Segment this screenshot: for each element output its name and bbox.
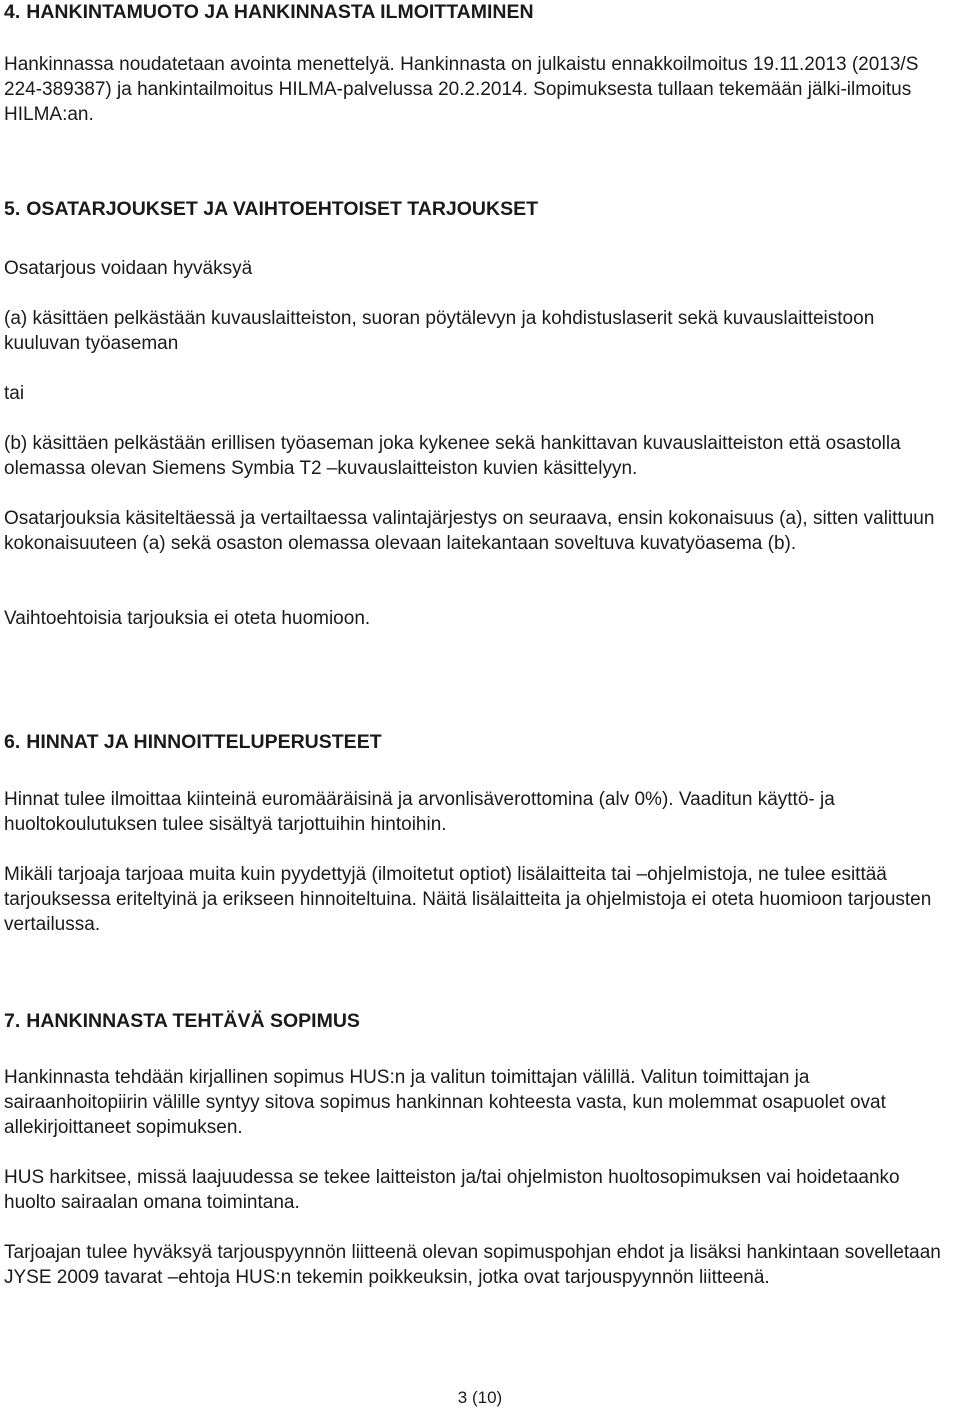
section-title: HANKINNASTA TEHTÄVÄ SOPIMUS xyxy=(26,1010,360,1032)
section-title: OSATARJOUKSET JA VAIHTOEHTOISET TARJOUKSET xyxy=(26,198,539,220)
section-title: HINNAT JA HINNOITTELUPERUSTEET xyxy=(26,731,382,753)
section-number: 4. xyxy=(4,1,21,23)
section-7-paragraph-3: Tarjoajan tulee hyväksyä tarjouspyynnön liitteenä olevan sopimuspohjan ehdot ja lisäksi hankintaan sovelletaan JYSE 2009 tavarat –ehtoja HUS:n tekemin poikkeuksin, jotka ovat tarjouspyynnön liitteenä. xyxy=(4,1242,941,1288)
section-5-paragraph-5: Osatarjouksia käsiteltäessä ja vertailtaessa valintajärjestys on seuraava, ensin kokonaisuus (a), sitten valittuun kokonaisuuteen (a) sekä osaston olemassa olevaan laitekantaan soveltuva kuvatyöasema (b). xyxy=(4,508,935,554)
section-6-heading xyxy=(4,730,949,755)
section-6-paragraph-2: Mikäli tarjoaja tarjoaa muita kuin pyydettyjä (ilmoitetut optiot) lisälaitteita tai –ohjelmistoja, ne tulee esittää tarjouksessa eriteltyinä ja erikseen hinnoiteltuina. Näitä lisälaitteita ja ohjelmistoja ei oteta huomioon tarjousten vertailussa. xyxy=(4,864,932,935)
section-4-paragraph-1: Hankinnassa noudatetaan avointa menettelyä. Hankinnasta on julkaistu ennakkoilmoitus 19.11.2013 (2013/S 224-389387) ja hankintailmoitus HILMA-palvelussa 20.2.2014. Sopimuksesta tullaan tekemään jälki-ilmoitus HILMA:an. xyxy=(4,54,919,125)
section-5-heading xyxy=(4,197,949,222)
section-6-paragraph-1: Hinnat tulee ilmoittaa kiinteinä euromääräisinä ja arvonlisäverottomina (alv 0%). Vaaditun käyttö- ja huoltokoulutuksen tulee sisältyä tarjottuihin hintoihin. xyxy=(4,789,835,835)
section-5-paragraph-1: Osatarjous voidaan hyväksyä xyxy=(4,258,253,279)
section-5-paragraph-3: tai xyxy=(4,383,25,404)
section-5-paragraph-6: Vaihtoehtoisia tarjouksia ei oteta huomioon. xyxy=(4,608,371,629)
section-4-heading xyxy=(4,0,949,25)
section-5-paragraph-4: (b) käsittäen pelkästään erillisen työaseman joka kykenee sekä hankittavan kuvauslaitteiston että osastolla olemassa olevan Siemens Symbia T2 –kuvauslaitteiston kuvien käsittelyyn. xyxy=(4,433,901,479)
section-7-heading xyxy=(4,1009,949,1034)
page-number: 3 (10) xyxy=(457,1388,503,1407)
section-7-paragraph-2: HUS harkitsee, missä laajuudessa se tekee laitteiston ja/tai ohjelmiston huoltosopimuksen vai hoidetaanko huolto sairaalan omana toimintana. xyxy=(4,1167,900,1213)
section-number: 7. xyxy=(4,1010,21,1032)
section-number: 6. xyxy=(4,731,21,753)
section-5-paragraph-2: (a) käsittäen pelkästään kuvauslaitteiston, suoran pöytälevyn ja kohdistuslaserit sekä kuvauslaitteistoon kuuluvan työaseman xyxy=(4,308,875,354)
section-number: 5. xyxy=(4,198,21,220)
section-7-paragraph-1: Hankinnasta tehdään kirjallinen sopimus HUS:n ja valitun toimittajan välillä. Valitun toimittajan ja sairaanhoitopiirin välille syntyy sitova sopimus hankinnan kohteesta vasta, kun molemmat osapuolet ovat allekirjoittaneet sopimuksen. xyxy=(4,1067,886,1138)
section-title: HANKINTAMUOTO JA HANKINNASTA ILMOITTAMINEN xyxy=(26,1,534,23)
